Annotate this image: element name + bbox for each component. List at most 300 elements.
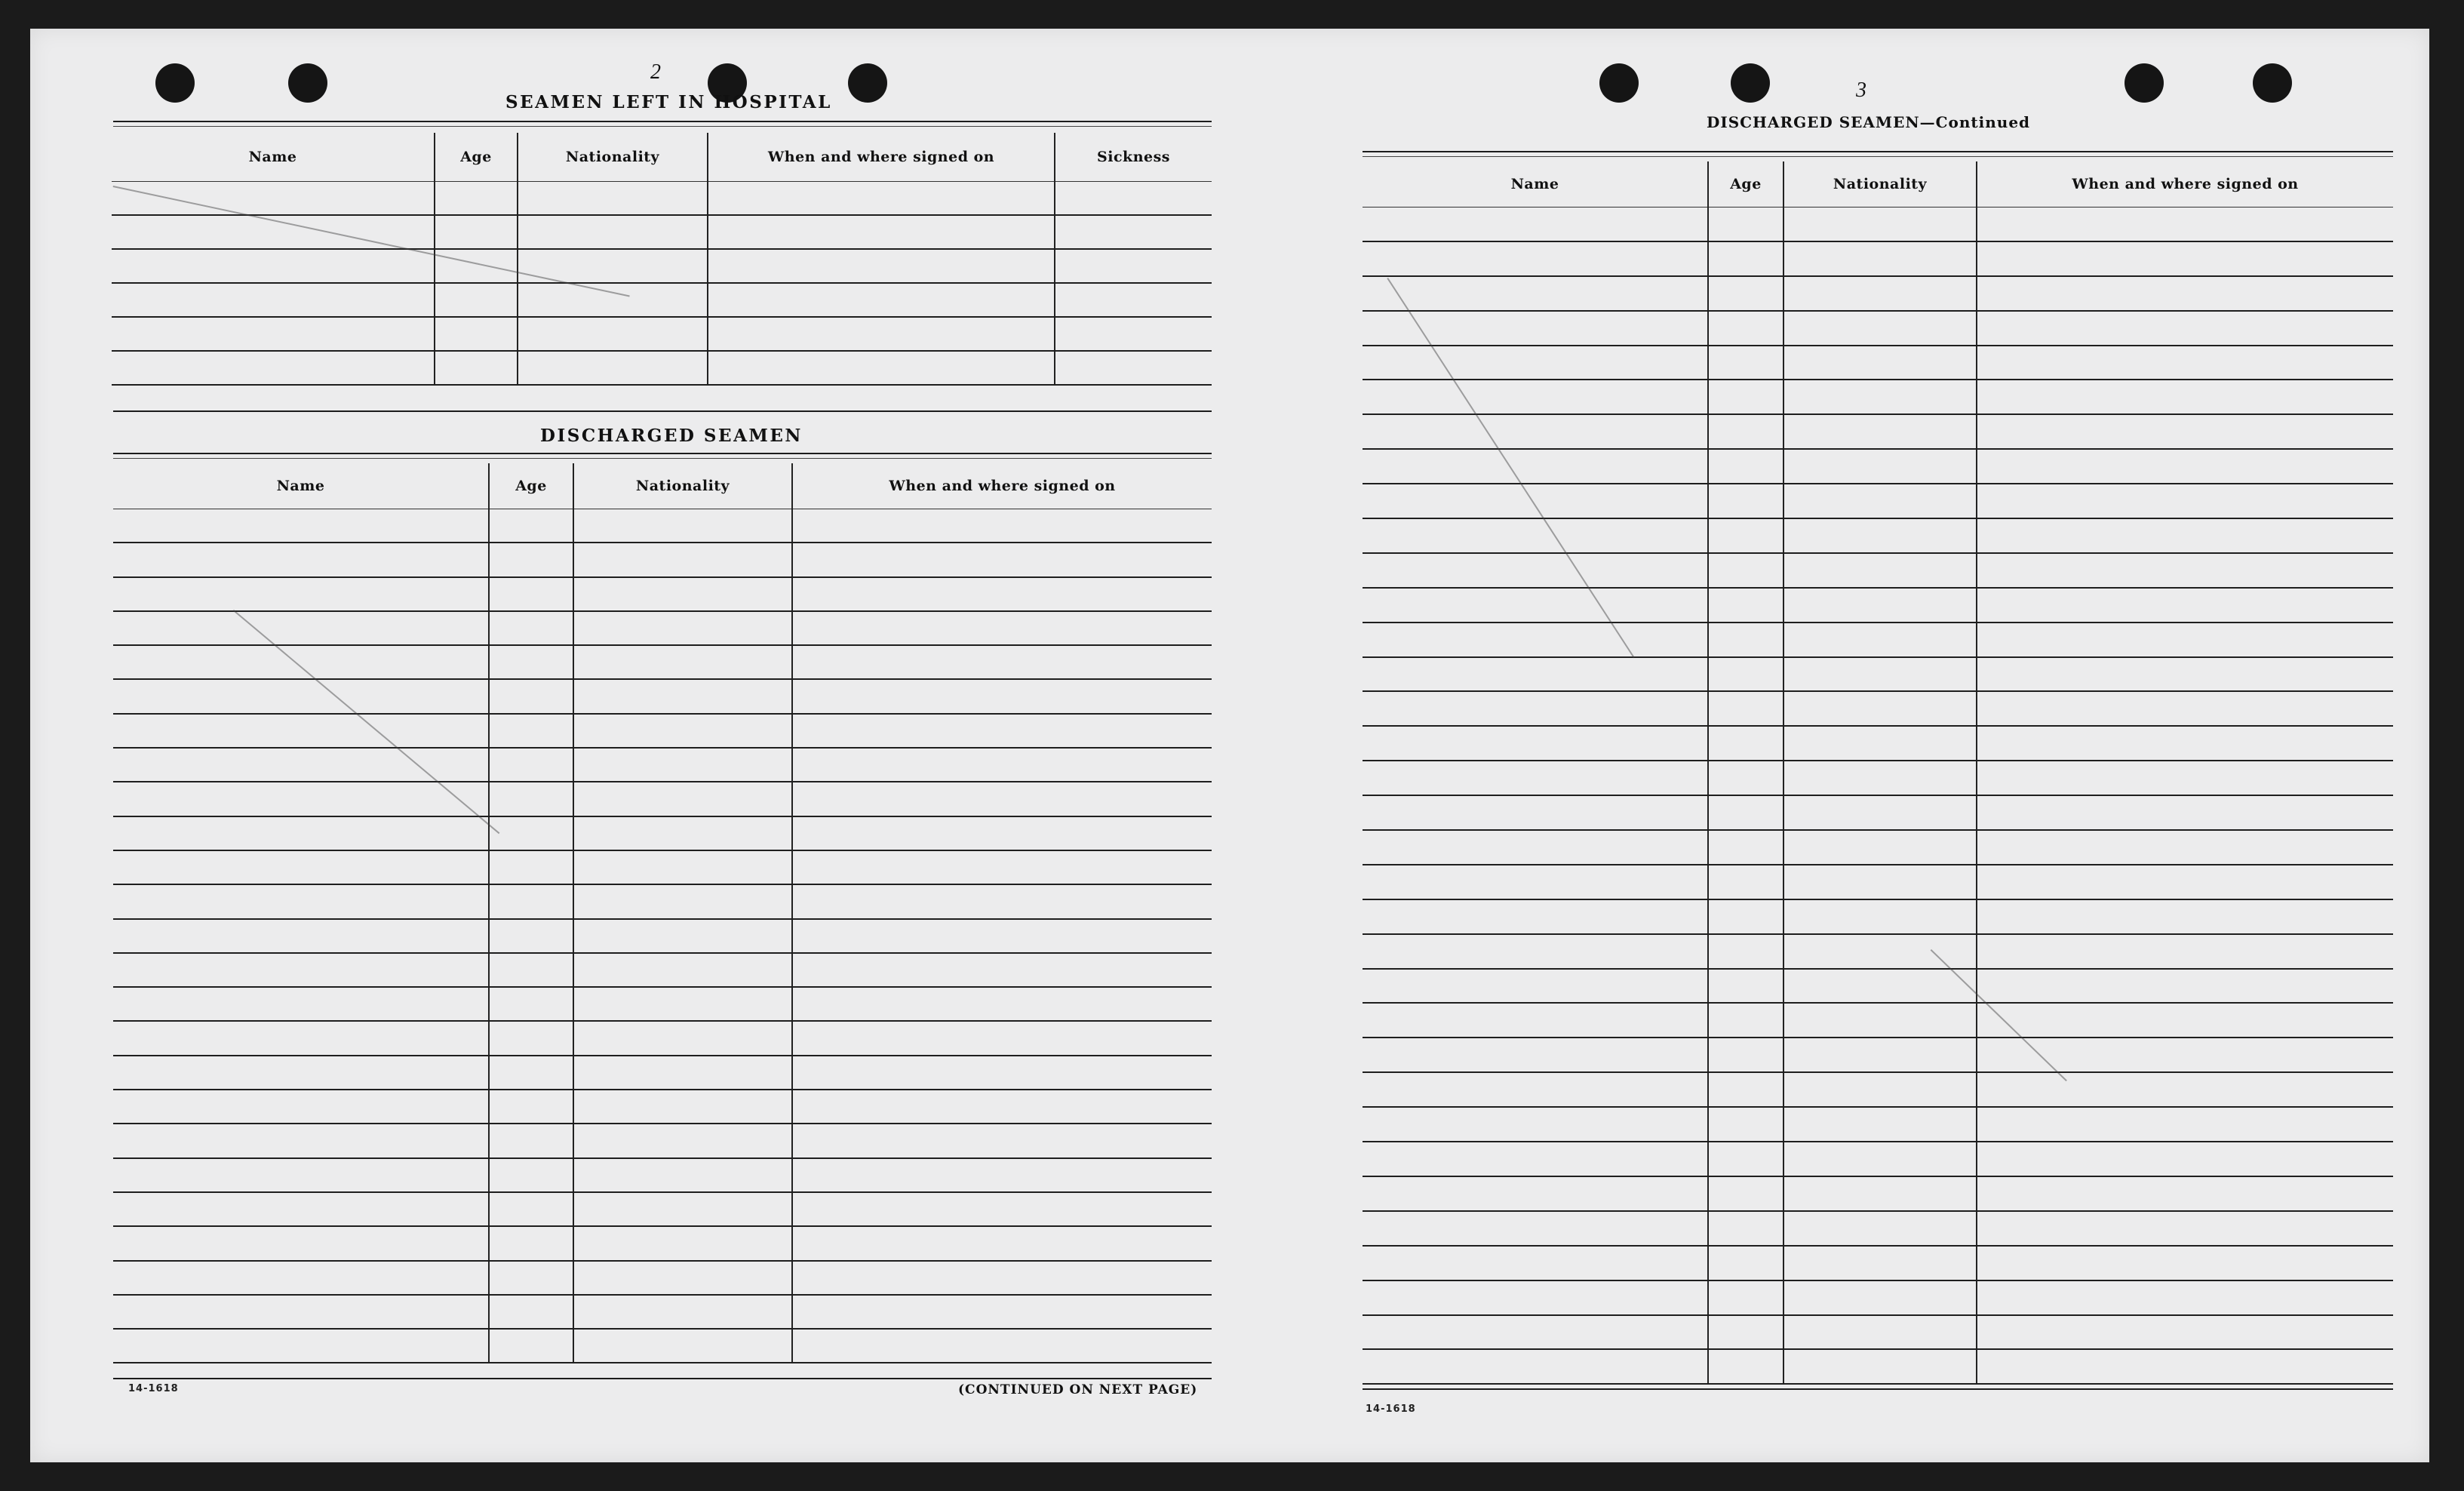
table-row: [1363, 934, 2393, 969]
discharged-col-signed-on: When and where signed on: [792, 463, 1212, 509]
blank-cell: [113, 953, 489, 987]
discharged-col-age: Age: [489, 463, 573, 509]
blank-cell: [112, 317, 435, 351]
blank-cell: [1363, 1246, 1708, 1280]
table-row: [113, 1261, 1212, 1295]
table-row: [1363, 241, 2393, 276]
table-row: [1363, 1246, 2393, 1280]
blank-cell: [1363, 1280, 1708, 1315]
blank-cell: [1708, 865, 1783, 899]
blank-cell: [1783, 830, 1977, 865]
blank-cell: [1783, 1038, 1977, 1072]
discharged-section-title: DISCHARGED SEAMEN: [540, 426, 803, 446]
blank-cell: [1055, 249, 1212, 283]
blank-cell: [1977, 553, 2393, 588]
continued-col-name: Name: [1363, 161, 1708, 207]
blank-cell: [1708, 484, 1783, 518]
blank-cell: [1977, 484, 2393, 518]
blank-cell: [1977, 1315, 2393, 1350]
blank-cell: [1363, 1003, 1708, 1038]
blank-cell: [1977, 899, 2393, 934]
hospital-col-signed-on: When and where signed on: [708, 133, 1055, 181]
continued-note: (CONTINUED ON NEXT PAGE): [958, 1382, 1198, 1397]
table-row: [113, 782, 1212, 816]
blank-cell: [435, 283, 518, 317]
blank-cell: [1363, 691, 1708, 726]
blank-cell: [573, 919, 792, 953]
discharged-bottom-rule: [113, 1378, 1212, 1379]
blank-cell: [1783, 1315, 1977, 1350]
blank-cell: [1708, 1315, 1783, 1350]
blank-cell: [573, 1261, 792, 1295]
blank-cell: [1363, 518, 1708, 553]
blank-cell: [435, 249, 518, 283]
blank-cell: [435, 351, 518, 385]
table-row: [112, 181, 1212, 215]
hospital-col-nationality: Nationality: [518, 133, 708, 181]
discharged-col-name: Name: [113, 463, 489, 509]
blank-cell: [435, 317, 518, 351]
blank-cell: [1708, 553, 1783, 588]
blank-cell: [1783, 553, 1977, 588]
blank-cell: [1783, 414, 1977, 449]
blank-cell: [1363, 795, 1708, 830]
blank-cell: [1977, 865, 2393, 899]
table-row: [1363, 899, 2393, 934]
discharged-col-nationality: Nationality: [573, 463, 792, 509]
blank-cell: [1783, 726, 1977, 761]
blank-cell: [1977, 380, 2393, 414]
blank-cell: [113, 884, 489, 918]
blank-cell: [1783, 1072, 1977, 1107]
blank-cell: [1977, 934, 2393, 969]
blank-cell: [1783, 623, 1977, 657]
table-row: [1363, 1211, 2393, 1246]
blank-cell: [1783, 1211, 1977, 1246]
blank-cell: [1708, 414, 1783, 449]
blank-cell: [489, 1329, 573, 1363]
blank-cell: [113, 1124, 489, 1157]
blank-cell: [792, 1261, 1212, 1295]
blank-cell: [1363, 1315, 1708, 1350]
blank-cell: [1363, 1176, 1708, 1211]
table-row: [1363, 1072, 2393, 1107]
blank-cell: [573, 1056, 792, 1090]
blank-cell: [518, 317, 708, 351]
blank-cell: [573, 543, 792, 576]
blank-cell: [113, 1090, 489, 1124]
table-row: [1363, 623, 2393, 657]
blank-cell: [489, 611, 573, 645]
blank-cell: [1977, 969, 2393, 1004]
table-row: [1363, 276, 2393, 311]
table-row: [1363, 1038, 2393, 1072]
blank-cell: [113, 816, 489, 850]
blank-cell: [792, 1226, 1212, 1260]
blank-cell: [573, 1329, 792, 1363]
blank-cell: [1783, 346, 1977, 380]
blank-cell: [489, 1021, 573, 1055]
hospital-col-name: Name: [112, 133, 435, 181]
discharged-continued-table: [1363, 161, 2393, 1385]
blank-cell: [1708, 969, 1783, 1004]
punch-hole: [288, 63, 327, 103]
table-row: [113, 1021, 1212, 1055]
blank-cell: [1708, 1072, 1783, 1107]
page-number-right: 3: [1856, 78, 1866, 102]
blank-cell: [1708, 1246, 1783, 1280]
table-row: [113, 953, 1212, 987]
blank-cell: [1977, 1211, 2393, 1246]
blank-cell: [1708, 1349, 1783, 1384]
blank-cell: [792, 1056, 1212, 1090]
blank-cell: [1363, 1349, 1708, 1384]
table-row: [1363, 1349, 2393, 1384]
table-row: [113, 1226, 1212, 1260]
blank-cell: [1708, 1176, 1783, 1211]
form-sheet: [30, 29, 2429, 1462]
blank-cell: [518, 283, 708, 317]
blank-cell: [1708, 1038, 1783, 1072]
table-row: [1363, 1107, 2393, 1142]
blank-cell: [573, 850, 792, 884]
discharged-continued-title-rule: [1363, 151, 2393, 157]
table-row: [113, 509, 1212, 543]
blank-cell: [112, 249, 435, 283]
blank-cell: [489, 1295, 573, 1329]
blank-cell: [113, 782, 489, 816]
blank-cell: [1363, 588, 1708, 623]
blank-cell: [792, 611, 1212, 645]
blank-cell: [1708, 726, 1783, 761]
table-row: [113, 679, 1212, 713]
blank-cell: [1055, 283, 1212, 317]
punch-hole: [155, 63, 195, 103]
blank-cell: [489, 714, 573, 748]
discharged-table-body: [113, 509, 1212, 1363]
blank-cell: [1977, 691, 2393, 726]
blank-cell: [1977, 346, 2393, 380]
blank-cell: [792, 953, 1212, 987]
discharged-table: [113, 463, 1212, 1363]
blank-cell: [1977, 1072, 2393, 1107]
blank-cell: [1708, 1142, 1783, 1176]
table-row: [1363, 1003, 2393, 1038]
blank-cell: [1708, 934, 1783, 969]
blank-cell: [573, 1158, 792, 1192]
blank-cell: [113, 679, 489, 713]
blank-cell: [708, 249, 1055, 283]
continued-bottom-rule: [1363, 1388, 2393, 1390]
blank-cell: [518, 351, 708, 385]
blank-cell: [1708, 795, 1783, 830]
blank-cell: [1977, 1003, 2393, 1038]
blank-cell: [113, 1158, 489, 1192]
table-row: [1363, 795, 2393, 830]
blank-cell: [792, 1295, 1212, 1329]
blank-cell: [1977, 518, 2393, 553]
punch-hole: [848, 63, 887, 103]
blank-cell: [573, 1192, 792, 1226]
hospital-col-sickness: Sickness: [1055, 133, 1212, 181]
blank-cell: [792, 1090, 1212, 1124]
hospital-table: [112, 133, 1212, 386]
discharged-continued-table-body: [1363, 207, 2393, 1384]
blank-cell: [792, 1329, 1212, 1363]
blank-cell: [1363, 380, 1708, 414]
blank-cell: [792, 987, 1212, 1021]
hospital-table-body: [112, 181, 1212, 385]
blank-cell: [573, 816, 792, 850]
blank-cell: [489, 1158, 573, 1192]
blank-cell: [489, 987, 573, 1021]
punch-hole: [1599, 63, 1639, 103]
blank-cell: [1783, 1107, 1977, 1142]
blank-cell: [1977, 1246, 2393, 1280]
blank-cell: [1363, 553, 1708, 588]
blank-cell: [113, 850, 489, 884]
blank-cell: [489, 577, 573, 611]
blank-cell: [573, 782, 792, 816]
blank-cell: [792, 543, 1212, 576]
blank-cell: [1363, 969, 1708, 1004]
blank-cell: [573, 509, 792, 543]
blank-cell: [1783, 241, 1977, 276]
table-row: [1363, 207, 2393, 241]
table-row: [1363, 346, 2393, 380]
table-row: [1363, 380, 2393, 414]
table-row: [1363, 484, 2393, 518]
blank-cell: [1783, 969, 1977, 1004]
blank-cell: [1708, 311, 1783, 346]
blank-cell: [708, 317, 1055, 351]
table-row: [1363, 1315, 2393, 1350]
blank-cell: [1363, 657, 1708, 692]
blank-cell: [1708, 830, 1783, 865]
blank-cell: [1977, 311, 2393, 346]
blank-cell: [1055, 317, 1212, 351]
blank-cell: [1783, 449, 1977, 484]
table-row: [113, 850, 1212, 884]
blank-cell: [489, 1192, 573, 1226]
table-row: [1363, 761, 2393, 795]
hospital-section-title: SEAMEN LEFT IN HOSPITAL: [505, 92, 832, 112]
blank-cell: [1783, 1280, 1977, 1315]
blank-cell: [1708, 241, 1783, 276]
table-row: [113, 611, 1212, 645]
table-row: [1363, 1280, 2393, 1315]
blank-cell: [489, 884, 573, 918]
blank-cell: [113, 1261, 489, 1295]
blank-cell: [1708, 588, 1783, 623]
blank-cell: [113, 1226, 489, 1260]
blank-cell: [1363, 241, 1708, 276]
blank-cell: [573, 645, 792, 679]
table-row: [1363, 588, 2393, 623]
blank-cell: [573, 748, 792, 782]
blank-cell: [1363, 623, 1708, 657]
blank-cell: [1363, 276, 1708, 311]
punch-hole: [1731, 63, 1770, 103]
table-row: [1363, 1142, 2393, 1176]
blank-cell: [489, 1124, 573, 1157]
blank-cell: [1363, 934, 1708, 969]
blank-cell: [1363, 449, 1708, 484]
blank-cell: [1783, 380, 1977, 414]
continued-col-signed-on: When and where signed on: [1977, 161, 2393, 207]
blank-cell: [792, 919, 1212, 953]
blank-cell: [1708, 276, 1783, 311]
discharged-title-rule: [113, 453, 1212, 459]
blank-cell: [1363, 207, 1708, 241]
blank-cell: [792, 1021, 1212, 1055]
blank-cell: [792, 1192, 1212, 1226]
blank-cell: [1783, 761, 1977, 795]
blank-cell: [1783, 899, 1977, 934]
blank-cell: [113, 543, 489, 576]
blank-cell: [1708, 518, 1783, 553]
blank-cell: [1363, 1142, 1708, 1176]
blank-cell: [1708, 207, 1783, 241]
blank-cell: [573, 611, 792, 645]
blank-cell: [1977, 1142, 2393, 1176]
blank-cell: [1977, 761, 2393, 795]
blank-cell: [708, 215, 1055, 249]
blank-cell: [1783, 588, 1977, 623]
blank-cell: [1783, 484, 1977, 518]
blank-cell: [1783, 657, 1977, 692]
form-code-right: 14-1618: [1366, 1403, 1416, 1415]
blank-cell: [1363, 830, 1708, 865]
table-row: [112, 351, 1212, 385]
blank-cell: [1708, 1107, 1783, 1142]
blank-cell: [792, 748, 1212, 782]
blank-cell: [1783, 865, 1977, 899]
blank-cell: [1783, 1003, 1977, 1038]
blank-cell: [1977, 449, 2393, 484]
table-row: [112, 317, 1212, 351]
blank-cell: [489, 645, 573, 679]
blank-cell: [1783, 207, 1977, 241]
table-row: [113, 1295, 1212, 1329]
blank-cell: [113, 714, 489, 748]
table-row: [1363, 1176, 2393, 1211]
blank-cell: [489, 1226, 573, 1260]
blank-cell: [792, 884, 1212, 918]
blank-cell: [1977, 1107, 2393, 1142]
blank-cell: [1977, 726, 2393, 761]
blank-cell: [1977, 1349, 2393, 1384]
blank-cell: [1363, 1072, 1708, 1107]
table-row: [113, 816, 1212, 850]
table-row: [113, 1124, 1212, 1157]
blank-cell: [113, 1056, 489, 1090]
blank-cell: [1363, 726, 1708, 761]
blank-cell: [1055, 351, 1212, 385]
blank-cell: [489, 782, 573, 816]
table-row: [1363, 518, 2393, 553]
blank-cell: [112, 283, 435, 317]
blank-cell: [1977, 276, 2393, 311]
blank-cell: [792, 782, 1212, 816]
discharged-continued-title: DISCHARGED SEAMEN—Continued: [1707, 113, 2031, 131]
blank-cell: [573, 577, 792, 611]
blank-cell: [1977, 207, 2393, 241]
table-row: [113, 1192, 1212, 1226]
blank-cell: [1708, 899, 1783, 934]
blank-cell: [1783, 1176, 1977, 1211]
hospital-col-age: Age: [435, 133, 518, 181]
table-row: [113, 1056, 1212, 1090]
blank-cell: [573, 987, 792, 1021]
blank-cell: [113, 987, 489, 1021]
blank-cell: [113, 919, 489, 953]
page-number-left: 2: [650, 60, 661, 84]
blank-cell: [113, 611, 489, 645]
table-row: [1363, 414, 2393, 449]
blank-cell: [1783, 1246, 1977, 1280]
blank-cell: [113, 1329, 489, 1363]
blank-cell: [792, 645, 1212, 679]
blank-cell: [792, 577, 1212, 611]
blank-cell: [708, 283, 1055, 317]
blank-cell: [1783, 934, 1977, 969]
blank-cell: [792, 679, 1212, 713]
table-row: [113, 748, 1212, 782]
table-row: [1363, 865, 2393, 899]
blank-cell: [489, 509, 573, 543]
blank-cell: [573, 1021, 792, 1055]
blank-cell: [113, 509, 489, 543]
blank-cell: [573, 679, 792, 713]
blank-cell: [489, 1090, 573, 1124]
hospital-title-rule: [113, 121, 1212, 127]
table-row: [113, 987, 1212, 1021]
blank-cell: [1708, 691, 1783, 726]
table-row: [1363, 726, 2393, 761]
blank-cell: [1708, 1003, 1783, 1038]
blank-cell: [1708, 623, 1783, 657]
blank-cell: [113, 577, 489, 611]
blank-cell: [1977, 623, 2393, 657]
blank-cell: [573, 884, 792, 918]
blank-cell: [489, 543, 573, 576]
blank-cell: [489, 919, 573, 953]
blank-cell: [1977, 830, 2393, 865]
table-row: [113, 714, 1212, 748]
table-row: [113, 645, 1212, 679]
table-row: [113, 1090, 1212, 1124]
blank-cell: [435, 215, 518, 249]
blank-cell: [113, 645, 489, 679]
blank-cell: [489, 748, 573, 782]
punch-hole: [2253, 63, 2292, 103]
blank-cell: [573, 1090, 792, 1124]
blank-cell: [1783, 691, 1977, 726]
blank-cell: [792, 816, 1212, 850]
blank-cell: [792, 850, 1212, 884]
blank-cell: [1783, 1349, 1977, 1384]
form-code-left: 14-1618: [128, 1383, 179, 1394]
blank-cell: [1363, 346, 1708, 380]
blank-cell: [1363, 414, 1708, 449]
table-row: [1363, 691, 2393, 726]
table-row: [113, 884, 1212, 918]
blank-cell: [489, 953, 573, 987]
blank-cell: [1708, 449, 1783, 484]
blank-cell: [1055, 181, 1212, 215]
blank-cell: [489, 1056, 573, 1090]
